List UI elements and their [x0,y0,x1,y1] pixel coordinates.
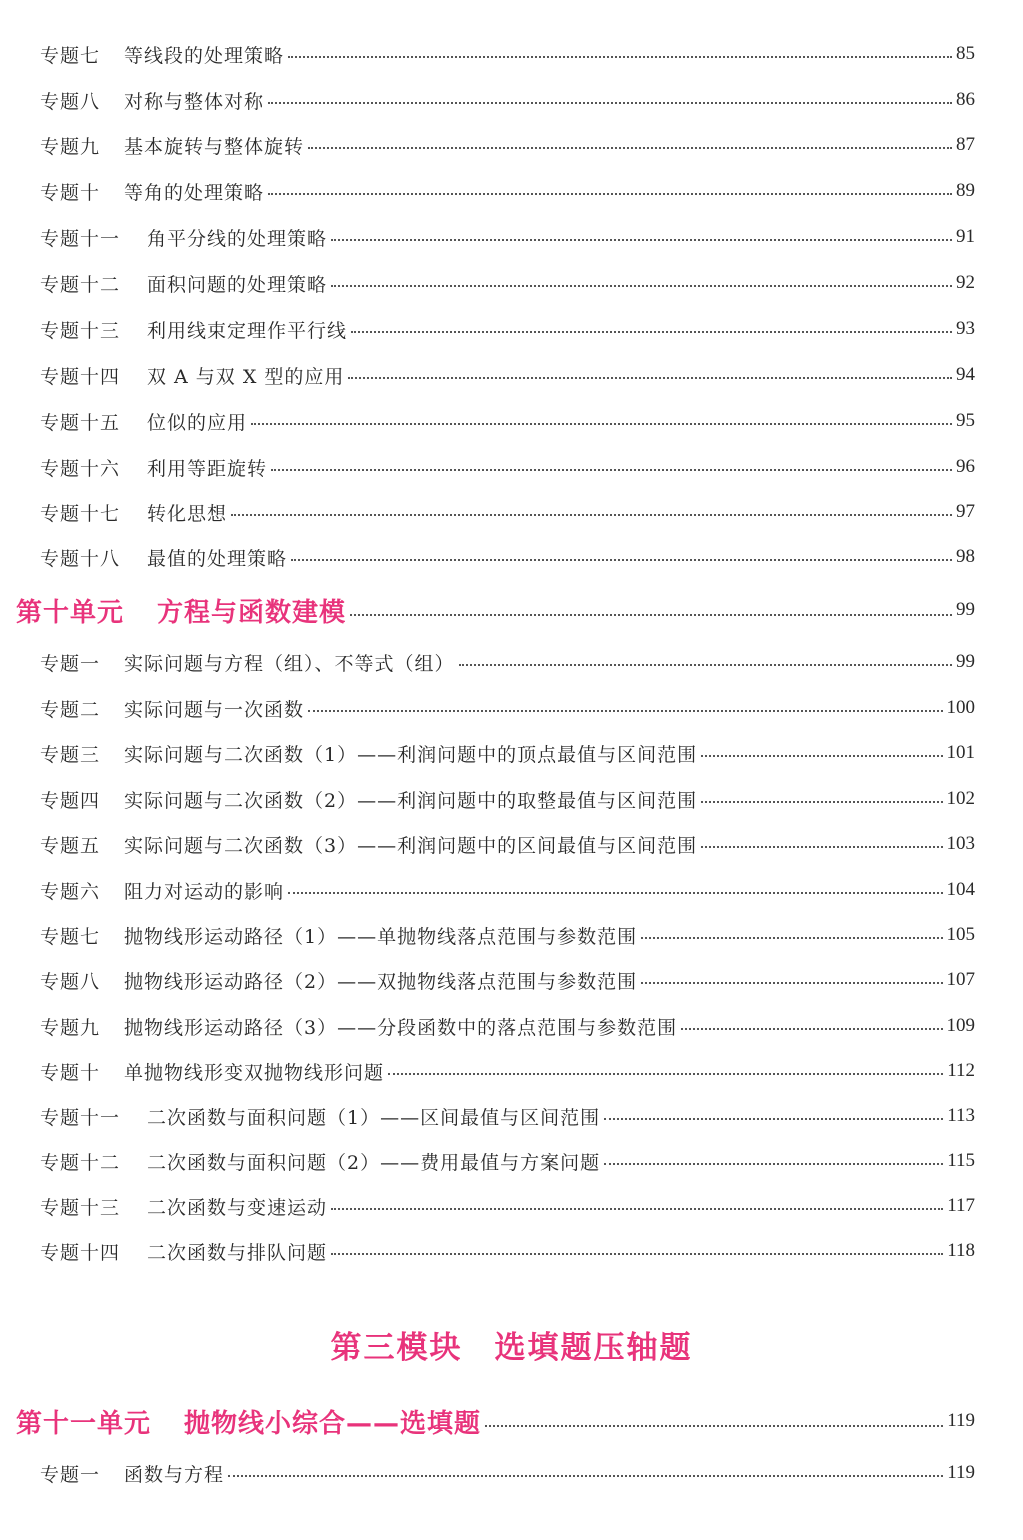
topic-label: 专题十二 [40,1151,121,1174]
leader-dots [701,745,942,757]
leader-dots [268,183,952,195]
unit-heading[interactable] [16,1399,975,1443]
leader-dots [251,413,952,425]
topic-title: 抛物线形运动路径（1）——单抛物线落点范围与参数范围 [124,925,638,948]
toc-entry[interactable] [40,36,975,72]
module-title: 选填题压轴题 [494,1330,693,1366]
leader-dots [701,836,942,848]
topic-label: 专题一 [40,1463,101,1486]
toc-entry[interactable] [40,1143,975,1179]
leader-dots [350,600,952,616]
toc-entry[interactable] [40,962,975,998]
toc-entry[interactable] [40,872,975,908]
page-number: 94 [956,364,975,385]
topic-label: 专题十六 [40,457,121,480]
topic-title: 单抛物线形变双抛物线形问题 [124,1061,385,1084]
topic-title: 位似的应用 [147,411,248,434]
page-number: 95 [956,410,975,431]
toc-entry[interactable] [40,219,975,255]
page-number: 102 [946,788,975,809]
topic-title: 二次函数与面积问题（2）——费用最值与方案问题 [147,1151,601,1174]
topic-title: 函数与方程 [124,1463,225,1486]
toc-entry[interactable] [40,735,975,771]
topic-title: 实际问题与二次函数（3）——利润问题中的区间最值与区间范围 [124,834,698,857]
toc-entry[interactable] [40,311,975,347]
toc-entry[interactable] [40,265,975,301]
leader-dots [681,1018,942,1030]
leader-dots [268,92,952,104]
topic-title: 抛物线形运动路径（3）——分段函数中的落点范围与参数范围 [124,1016,678,1039]
leader-dots [308,137,952,149]
topic-title: 抛物线形运动路径（2）——双抛物线落点范围与参数范围 [124,970,638,993]
leader-dots [331,275,952,287]
toc-entry[interactable] [40,403,975,439]
page-number: 118 [947,1240,975,1261]
leader-dots [641,972,942,984]
topic-label: 专题一 [40,652,101,675]
leader-dots [308,700,942,712]
page-number: 115 [947,1150,975,1171]
topic-title: 二次函数与排队问题 [147,1241,328,1264]
topic-label: 专题七 [40,925,101,948]
topic-label: 专题十四 [40,365,121,388]
topic-title: 基本旋转与整体旋转 [124,135,305,158]
page-number: 107 [946,969,975,990]
page-number: 99 [956,651,975,672]
topic-title: 最值的处理策略 [147,547,288,570]
toc-entry[interactable] [40,449,975,485]
unit-label: 第十单元 [16,597,125,628]
module-heading [0,1322,1023,1372]
topic-label: 专题十七 [40,502,121,525]
topic-label: 专题七 [40,44,101,67]
toc-entry[interactable] [40,781,975,817]
topic-label: 专题十二 [40,273,121,296]
topic-label: 专题八 [40,90,101,113]
page-number: 113 [947,1105,975,1126]
page-number: 91 [956,226,975,247]
toc-entry[interactable] [40,1233,975,1269]
topic-title: 角平分线的处理策略 [147,227,328,250]
topic-label: 专题八 [40,970,101,993]
unit-label: 第十一单元 [16,1408,152,1439]
leader-dots [641,927,942,939]
topic-title: 等角的处理策略 [124,181,265,204]
topic-title: 实际问题与二次函数（2）——利润问题中的取整最值与区间范围 [124,789,698,812]
page-number: 96 [956,456,975,477]
page-number: 109 [946,1015,975,1036]
topic-label: 专题二 [40,698,101,721]
toc-entry[interactable] [40,82,975,118]
topic-label: 专题九 [40,135,101,158]
topic-title: 实际问题与一次函数 [124,698,305,721]
page-number: 101 [946,742,975,763]
leader-dots [291,549,952,561]
topic-title: 利用等距旋转 [147,457,268,480]
module-label: 第三模块 [330,1330,463,1366]
topic-label: 专题十一 [40,227,121,250]
page-number: 89 [956,180,975,201]
topic-label: 专题十一 [40,1106,121,1129]
topic-title: 等线段的处理策略 [124,44,285,67]
page-number: 92 [956,272,975,293]
topic-title: 阻力对运动的影响 [124,880,285,903]
page-number: 86 [956,89,975,110]
topic-title: 转化思想 [147,502,228,525]
toc-entry[interactable] [40,127,975,163]
toc-entry[interactable] [40,826,975,862]
toc-entry[interactable] [40,1008,975,1044]
topic-label: 专题十 [40,1061,101,1084]
topic-title: 实际问题与二次函数（1）——利润问题中的顶点最值与区间范围 [124,743,698,766]
page-number: 117 [947,1195,975,1216]
leader-dots [351,321,952,333]
toc-entry[interactable] [40,1455,975,1491]
page-number: 104 [946,879,975,900]
leader-dots [459,654,952,666]
leader-dots [231,504,952,516]
leader-dots [388,1063,943,1075]
page-number: 97 [956,501,975,522]
page-number: 99 [956,599,975,620]
page-number: 119 [947,1462,975,1483]
topic-title: 面积问题的处理策略 [147,273,328,296]
toc-entry[interactable] [40,644,975,680]
topic-title: 对称与整体对称 [124,90,265,113]
toc-entry[interactable] [40,917,975,953]
leader-dots [331,1198,943,1210]
page-number: 119 [947,1410,975,1431]
page-number: 87 [956,134,975,155]
topic-label: 专题九 [40,1016,101,1039]
leader-dots [604,1108,943,1120]
topic-label: 专题十 [40,181,101,204]
topic-title: 二次函数与面积问题（1）——区间最值与区间范围 [147,1106,601,1129]
topic-title: 实际问题与方程（组）、不等式（组） [124,652,455,675]
toc-entry[interactable] [40,1098,975,1134]
unit-heading[interactable] [16,588,975,632]
leader-dots [331,229,952,241]
topic-label: 专题十五 [40,411,121,434]
leader-dots [288,882,942,894]
page-number: 103 [946,833,975,854]
leader-dots [228,1465,943,1477]
leader-dots [604,1153,943,1165]
page-number: 93 [956,318,975,339]
toc-entry[interactable] [40,539,975,575]
topic-label: 专题十三 [40,1196,121,1219]
leader-dots [288,46,952,58]
topic-label: 专题六 [40,880,101,903]
toc-entry[interactable] [40,357,975,393]
topic-label: 专题十三 [40,319,121,342]
toc-entry[interactable] [40,1053,975,1089]
topic-label: 专题五 [40,834,101,857]
unit-title: 抛物线小综合——选填题 [184,1408,482,1439]
unit-title: 方程与函数建模 [157,597,347,628]
leader-dots [348,367,952,379]
toc-entry[interactable] [40,690,975,726]
topic-title: 利用线束定理作平行线 [147,319,348,342]
page-number: 105 [946,924,975,945]
page-number: 112 [947,1060,975,1081]
toc-entry[interactable] [40,1188,975,1224]
toc-entry[interactable] [40,494,975,530]
page-number: 100 [946,697,975,718]
topic-label: 专题十四 [40,1241,121,1264]
topic-title: 双 A 与双 X 型的应用 [147,365,345,388]
topic-title: 二次函数与变速运动 [147,1196,328,1219]
page-number: 98 [956,546,975,567]
topic-label: 专题十八 [40,547,121,570]
leader-dots [271,459,952,471]
toc-entry[interactable] [40,173,975,209]
leader-dots [331,1243,943,1255]
topic-label: 专题三 [40,743,101,766]
topic-label: 专题四 [40,789,101,812]
page-number: 85 [956,43,975,64]
leader-dots [701,791,942,803]
leader-dots [485,1411,943,1427]
